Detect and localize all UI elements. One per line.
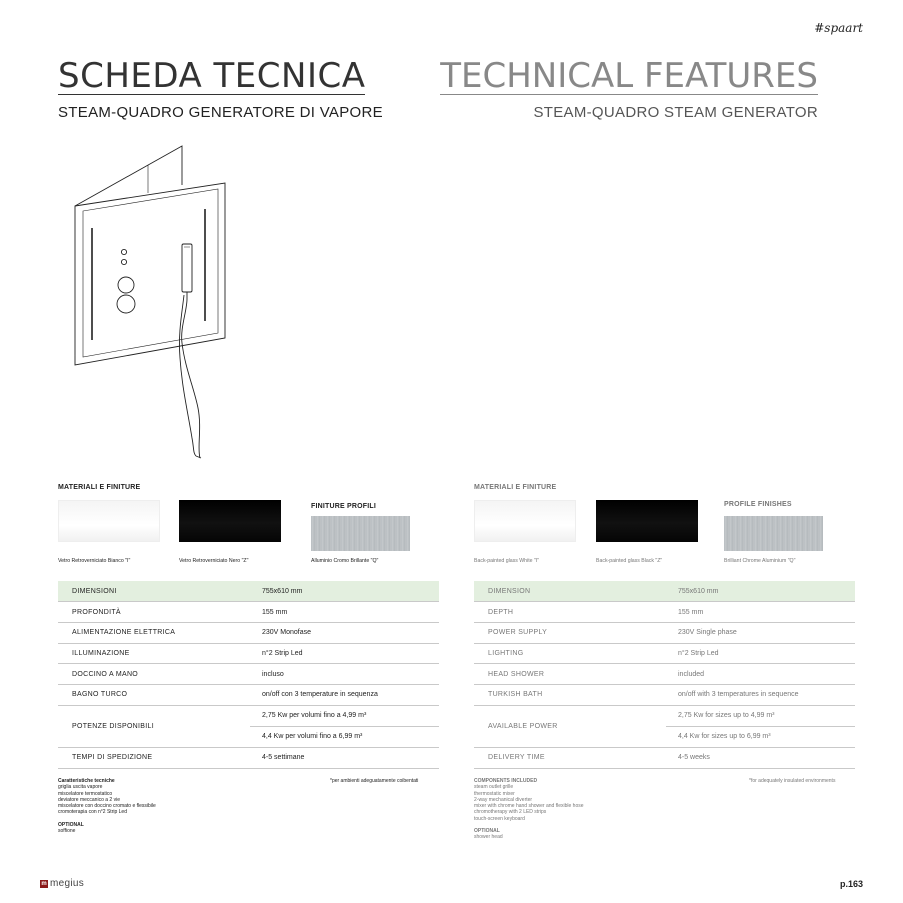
table-row [58,581,439,602]
megius-logo [40,878,84,889]
components-heading: COMPONENTS INCLUDED [474,778,538,784]
logo-text: megius [50,878,85,889]
table-row [474,684,855,705]
table-row [474,664,855,685]
spec-key: ALIMENTAZIONE ELETTRICA [58,622,250,643]
swatch-label: Alluminio Cromo Brillante "Q" [311,558,379,564]
spec-value: 155 mm [666,602,855,623]
components-list-en [474,778,584,841]
page-title-italian: SCHEDA TECNICA [58,56,366,96]
swatch-black-glass [179,500,281,542]
swatch-white-glass [474,500,576,542]
spec-value: 2,75 Kw for sizes up to 4,99 m³ [678,711,775,719]
footnote-en: *for adequately insulated environments [749,778,836,784]
list-item: miscelatore termostatico [58,790,113,797]
spec-key: BAGNO TURCO [58,684,250,705]
spec-key: PROFONDITÀ [58,602,250,623]
spec-key: TURKISH BATH [474,684,666,705]
spec-table-it [58,581,439,769]
spec-key: HEAD SHOWER [474,664,666,685]
table-row [474,602,855,623]
table-row [58,664,439,685]
list-item: soffione [58,828,76,835]
spec-key: POTENZE DISPONIBILI [58,705,250,747]
spec-value: 2,75 Kw per volumi fino a 4,99 m³ [262,711,367,719]
spec-value: 155 mm [250,602,439,623]
table-row [58,748,439,769]
list-item: griglia uscita vapore [58,784,103,791]
components-heading: Caratteristiche tecniche [58,778,115,784]
spec-key: DELIVERY TIME [474,748,666,769]
spec-key: DIMENSIONI [58,581,250,602]
spec-value: 4-5 settimane [250,748,439,769]
swatch-white-glass [58,500,160,542]
table-row [474,643,855,664]
subtitle-english: STEAM-QUADRO STEAM GENERATOR [533,104,818,121]
table-row [474,705,855,747]
list-item: cromoterapia con n°2 Strip Led [58,809,127,816]
spec-key: DEPTH [474,602,666,623]
spec-value: 755x610 mm [250,581,439,602]
spec-value: n°2 Strip Led [250,643,439,664]
list-item: touch-screen keyboard [474,815,525,822]
spec-value: 755x610 mm [666,581,855,602]
table-row [474,622,855,643]
swatch-black-glass [596,500,698,542]
swatch-label: Back-painted glass White "I" [474,558,540,564]
profile-finishes-heading-en: PROFILE FINISHES [724,501,792,508]
spec-value: on/off with 3 temperatures in sequence [666,684,855,705]
spec-key: AVAILABLE POWER [474,705,666,747]
page-title-english: TECHNICAL FEATURES [440,56,818,96]
list-item: deviatore meccanico a 2 vie [58,796,120,803]
spec-key: TEMPI DI SPEDIZIONE [58,748,250,769]
swatch-label: Brilliant Chrome Aluminium "Q" [724,558,796,564]
components-list-it [58,778,156,834]
swatch-chrome-aluminium [724,516,823,551]
page-number: p.163 [839,879,863,889]
list-item: mixer with chrome hand shower and flexible hose [474,803,584,810]
spec-key: LIGHTING [474,643,666,664]
spec-value-group [250,705,439,747]
list-item: 2-way mechanical diverter [474,796,533,803]
swatch-chrome-aluminium [311,516,410,551]
list-item: chromotherapy with 2 LED strips [474,809,547,816]
spec-value: included [666,664,855,685]
table-row [474,581,855,602]
megius-logo-icon: m [41,880,47,887]
spec-key: POWER SUPPLY [474,622,666,643]
swatch-label: Vetro Retroverniciato Nero "Z" [179,558,249,564]
optional-heading: OPTIONAL [58,821,84,828]
profile-finishes-heading-it: FINITURE PROFILI [311,503,377,510]
footnote-it: *per ambienti adeguatamente coibentati [330,778,419,784]
list-item: shower head [474,834,503,841]
optional-heading: OPTIONAL [474,828,500,835]
spec-value: 4,4 Kw per volumi fino a 6,99 m³ [250,726,439,747]
spec-value: 230V Single phase [666,622,855,643]
table-row [58,622,439,643]
table-row [58,684,439,705]
list-item: thermostatic mixer [474,790,515,797]
spec-value: incluso [250,664,439,685]
spec-value: n°2 Strip Led [666,643,855,664]
materials-heading-it: MATERIALI E FINITURE [58,484,141,491]
spec-value: 4-5 weeks [666,748,855,769]
spec-value: 230V Monofase [250,622,439,643]
list-item: steam outlet grille [474,784,514,791]
table-row [58,705,439,747]
spec-key: DIMENSION [474,581,666,602]
swatch-label: Back-painted glass Black "Z" [596,558,663,564]
spec-value: on/off con 3 temperature in sequenza [250,684,439,705]
spec-value: 4,4 Kw for sizes up to 6,99 m³ [666,726,855,747]
subtitle-italian: STEAM-QUADRO GENERATORE DI VAPORE [58,104,383,121]
table-row [58,643,439,664]
materials-heading-en: MATERIALI E FINITURE [474,484,557,491]
spec-table-en [474,581,855,769]
spec-value-group [666,705,855,747]
list-item: miscelatore con doccino cromato e flessibile [58,803,156,810]
table-row [58,602,439,623]
table-row [474,748,855,769]
spec-key: ILLUMINAZIONE [58,643,250,664]
steam-panel-drawing [70,143,235,463]
spec-key: DOCCINO A MANO [58,664,250,685]
swatch-label: Vetro Retroverniciato Bianco "I" [58,558,131,564]
brand-hashtag: #spaart [814,21,863,35]
